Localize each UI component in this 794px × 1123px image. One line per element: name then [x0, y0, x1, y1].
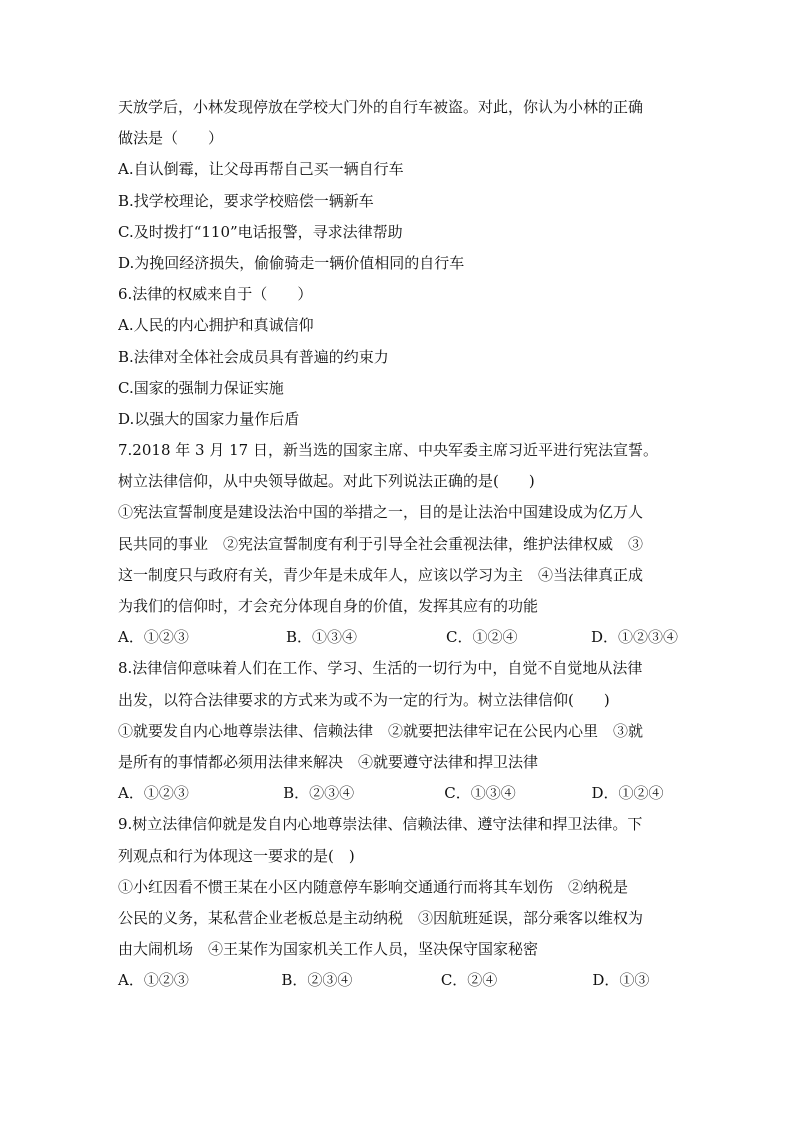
- question-5-option-c: C.及时拨打“110”电话报警，寻求法律帮助: [118, 222, 403, 241]
- question-8-choice-a: A．①②③: [118, 784, 189, 803]
- question-9-stem-line-1: 9.树立法律信仰就是发自内心地尊崇法律、信赖法律、遵守法律和捍卫法律。下: [118, 815, 643, 834]
- question-6-stem: 6.法律的权威来自于（ ）: [118, 285, 313, 304]
- question-7: [118, 435, 678, 653]
- question-7-statement-line: 为我们的信仰时，才会充分体现自身的价值，发挥其应有的功能: [118, 597, 539, 615]
- exam-page: [118, 92, 678, 996]
- question-6-option-c: C.国家的强制力保证实施: [118, 378, 284, 397]
- question-8-choice-d: D．①②④: [591, 784, 664, 803]
- question-6-option-d: D.以强大的国家力量作后盾: [118, 409, 300, 428]
- question-9-choice-c: C．②④: [440, 971, 498, 990]
- question-5-stem-line-2: 做法是（ ）: [118, 129, 224, 148]
- question-9-statement-line: 由大闹机场 ④王某作为国家机关工作人员，坚决保守国家秘密: [118, 940, 539, 959]
- question-8: [118, 653, 678, 809]
- question-9-stem-line-2: 列观点和行为体现这一要求的是( ): [118, 846, 355, 865]
- question-7-stem-line-1: 7.2018 年 3 月 17 日，新当选的国家主席、中央军委主席习近平进行宪法宣誓。: [118, 441, 658, 460]
- question-6-option-b: B.法律对全体社会成员具有普遍的约束力: [118, 347, 389, 366]
- question-7-choice-c: C．①②④: [446, 628, 518, 647]
- question-8-choice-c: C．①③④: [444, 784, 516, 803]
- question-5-stem-line-1: 天放学后，小林发现停放在学校大门外的自行车被盗。对此，你认为小林的正确: [118, 98, 644, 116]
- question-8-choice-b: B．②③④: [283, 784, 355, 803]
- question-7-statement-line: 这一制度只与政府有关，青少年是未成年人，应该以学习为主 ④当法律真正成: [118, 565, 644, 584]
- question-8-statement-line: 是所有的事情都必须用法律来解决 ④就要遵守法律和捍卫法律: [118, 752, 539, 771]
- question-7-choice-a: A．①②③: [118, 628, 189, 647]
- question-9-statement-line: ①小红因看不惯王某在小区内随意停车影响交通通行而将其车划伤 ②纳税是: [118, 877, 629, 896]
- question-7-choice-b: B．①③④: [286, 628, 358, 647]
- question-7-choices: [118, 622, 678, 653]
- question-9-choice-a: A．①②③: [118, 971, 189, 990]
- question-8-statement-line: ①就要发自内心地尊崇法律、信赖法律 ②就要把法律牢记在公民内心里 ③就: [118, 721, 644, 740]
- question-9: [118, 809, 678, 996]
- question-7-stem-line-2: 树立法律信仰，从中央领导做起。对此下列说法正确的是( ): [118, 472, 535, 491]
- question-7-statement-line: 民共同的事业 ②宪法宣誓制度有利于引导全社会重视法律，维护法律权威 ③: [118, 534, 644, 553]
- question-7-statement-line: ①宪法宣誓制度是建设法治中国的举措之一，目的是让法治中国建设成为亿万人: [118, 503, 644, 522]
- question-5-option-a: A.自认倒霉，让父母再帮自己买一辆自行车: [118, 160, 404, 179]
- question-8-choices: [118, 778, 678, 809]
- question-5-option-d: D.为挽回经济损失，偷偷骑走一辆价值相同的自行车: [118, 253, 465, 272]
- question-5-option-b: B.找学校理论，要求学校赔偿一辆新车: [118, 191, 374, 210]
- question-8-stem-line-2: 出发，以符合法律要求的方式来为或不为一定的行为。树立法律信仰( ): [118, 690, 610, 709]
- question-6-option-a: A.人民的内心拥护和真诚信仰: [118, 316, 314, 335]
- question-9-choice-d: D．①③: [592, 971, 650, 990]
- question-9-statement-line: 公民的义务，某私营企业老板总是主动纳税 ③因航班延误，部分乘客以维权为: [118, 908, 644, 927]
- question-5: [118, 92, 678, 279]
- question-9-choice-b: B．②③④: [281, 971, 353, 990]
- question-6: [118, 279, 678, 435]
- question-8-stem-line-1: 8.法律信仰意味着人们在工作、学习、生活的一切行为中，自觉不自觉地从法律: [118, 659, 643, 678]
- question-7-choice-d: D．①②③④: [591, 628, 679, 647]
- question-9-choices: [118, 965, 678, 996]
